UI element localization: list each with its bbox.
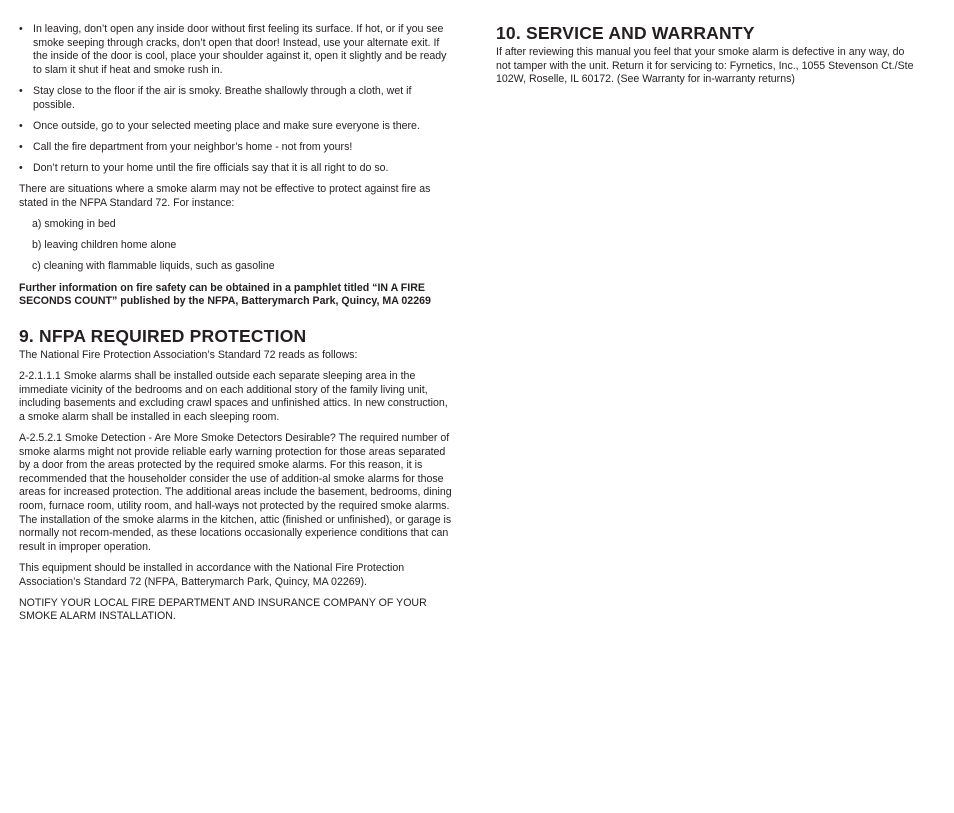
section-10-heading: 10. SERVICE AND WARRANTY [496,23,755,43]
section-9-paragraph: A-2.5.2.1 Smoke Detection - Are More Smoke Detectors Desirable? The required number of smoke alarms might not provide reliable early warning protection for those areas separated by a door from the areas protected by the required smoke alarms. For this reason, it is recommended that the householder consider the use of addition-al smoke alarms for those areas for increased protection. The additional areas include the basement, bedrooms, dining room, furnace room, utility room, and hall-ways not protected by the required smoke alarms. The installation of the smoke alarms in the kitchen, attic (finished or unfinished), or garage is normally not recom-mended, as these locations occasionally experience conditions that can result in improper operation. [19,432,452,553]
example-item: b) leaving children home alone [32,239,177,252]
bullet-item: • Don’t return to your home until the fire officials say that it is all right to do so. [19,162,455,176]
bullet-item: • Once outside, go to your selected meeting place and make sure everyone is there. [19,120,455,134]
example-item: a) smoking in bed [32,218,116,231]
example-item: c) cleaning with flammable liquids, such as gasoline [32,260,275,273]
bullet-item: • Call the fire department from your neighbor’s home - not from yours! [19,141,455,155]
section-9-notice: NOTIFY YOUR LOCAL FIRE DEPARTMENT AND INSURANCE COMPANY OF YOUR SMOKE ALARM INSTALLATION. [19,596,427,623]
bullet-item: • Stay close to the floor if the air is smoky. Breathe shallowly through a cloth, wet if possible. [19,85,455,112]
section-9-paragraph: The National Fire Protection Association’s Standard 72 reads as follows: [19,348,358,361]
bullet-item: • In leaving, don’t open any inside door without first feeling its surface. If hot, or if you see smoke seeping through cracks, don’t open that door! Instead, use your alternate exit. If the inside of the door is cool, place your shoulder against it, open it slightly and be ready to slam it shut if heat and smoke rush in. [19,23,455,77]
section-10-body: If after reviewing this manual you feel that your smoke alarm is defective in any way, do not tamper with the unit. Return it for servicing to: Fyrnetics, Inc., 1055 Stevenson Ct./Ste 102W, Roselle, IL 60172. (See Warranty for in-warranty returns) [496,46,914,86]
section-9-paragraph: 2-2.1.1.1 Smoke alarms shall be installed outside each separate sleeping area in the immediate vicinity of the bedrooms and on each additional story of the family living unit, including basements and excluding crawl spaces and unfinished attics. In new construction, a smoke alarm shall be installed in each sleeping room. [19,370,448,423]
section-9-paragraph: This equipment should be installed in accordance with the National Fire Protection Association’s Standard 72 (NFPA, Batterymarch Park, Quincy, MA 02269). [19,561,405,588]
fire-safety-bullet-list [19,23,455,176]
limitations-intro: There are situations where a smoke alarm may not be effective to protect against fire as stated in the NFPA Standard 72. For instance: [19,183,431,209]
right-column [496,23,916,94]
section-9-heading: 9. NFPA REQUIRED PROTECTION [19,325,307,346]
left-column [19,23,455,632]
further-info-note: Further information on fire safety can be obtained in a pamphlet titled “IN A FIRE SECONDS COUNT” published by the NFPA, Batterymarch Park, Quincy, MA 02269 [19,281,431,308]
